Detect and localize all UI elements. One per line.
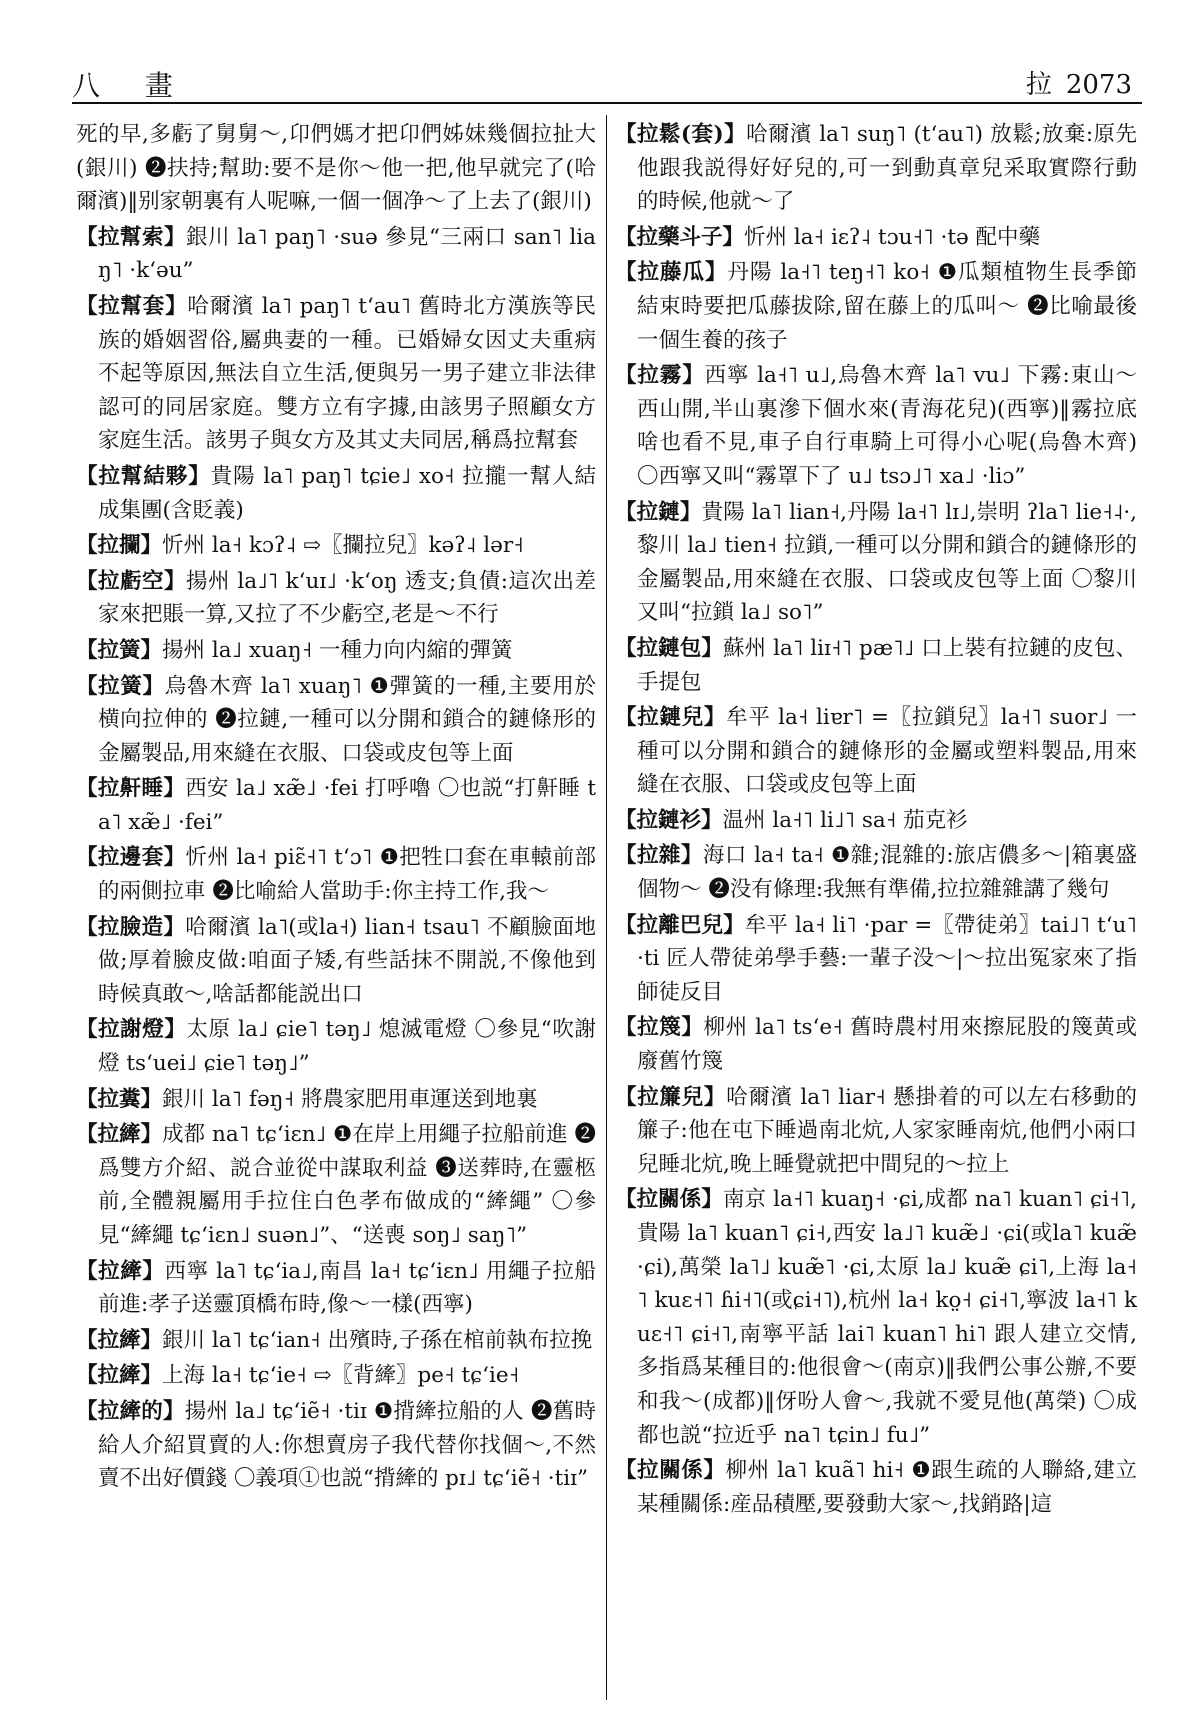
- entry-headword: 【拉鏈兒】: [615, 705, 727, 731]
- entry-definition: 西安 la˩ xæ̃˩ ·fei 打呼嚕 〇也説“打鼾睡 ta˥ xæ̃˩ ·fei”: [98, 776, 596, 835]
- entry-definition: 揚州 la˩ tɕʻiẽ˧ ·tiɪ ❶揹縴拉船的人 ❷舊時給人介紹買賣的人:你想賣房子我代替你找個～,不然賣不出好價錢 〇義項①也説“揹縴的 pɪ˩ tɕʻiẽ˧ ·tiɪ”: [98, 1398, 596, 1492]
- entry-definition: 哈爾濱 la˥(或la˧) lian˧ tsau˥ 不顧臉面地做;厚着臉皮做:咱面子矮,有些話抹不開説,不像他到時候真敢～,啥話都能説出口: [98, 914, 596, 1007]
- left-column: [76, 118, 596, 1498]
- entry-definition: 温州 la˧˥ li˩˥ sa˧ 茄克衫: [722, 807, 968, 833]
- entry-headword: 【拉鏈】: [615, 499, 702, 525]
- dictionary-entry: [615, 804, 1137, 838]
- dictionary-entry: [615, 1454, 1137, 1521]
- dictionary-entry: [615, 909, 1137, 1010]
- entry-definition: 揚州 la˩˥ kʻuɪ˩ ·kʻoŋ 透支;負債:這次出差家來把賬一算,又拉了不少虧空,老是～不行: [98, 568, 596, 628]
- dictionary-entry: [76, 529, 596, 563]
- entry-definition: 牟平 la˧ liɐr˥ =〖拉鎖兒〗la˧˥ suor˩ 一種可以分開和鎖合的鏈條形的金屬或塑料製品,用來縫在衣服、口袋或皮包等上面: [637, 705, 1137, 798]
- dictionary-entry: [615, 632, 1137, 699]
- entry-headword: 【拉霧】: [615, 363, 705, 389]
- entry-definition: 烏魯木齊 la˥ xuaŋ˥ ❶彈簧的一種,主要用於横向拉伸的 ❷拉鏈,一種可以分開和鎖合的鏈條形的金屬製品,用來縫在衣服、口袋或皮包等上面: [98, 673, 596, 766]
- entry-headword: 【拉虧空】: [76, 568, 187, 594]
- header-rule: [72, 102, 1142, 104]
- dictionary-entry: [76, 290, 596, 458]
- running-headword: 拉: [1025, 70, 1052, 100]
- entry-definition: 哈爾濱 la˥ suŋ˥ (tʻau˥) 放鬆;放棄:原先他跟我説得好好兒的,可一到動真章兒采取實際行動的時候,他就～了: [637, 122, 1137, 215]
- entry-definition: 死的早,多虧了舅舅～,卬們媽才把卬們姊妹幾個拉扯大(銀川) ❷扶持;幫助:要不是你～他一把,他早就完了(哈爾濱)‖别家朝裏有人呢嘛,一個一個净～了上去了(銀川): [76, 122, 596, 215]
- entry-definition: 忻州 la˧ kɔʔ˨ ⇨〖攔拉兒〗kəʔ˨ lər˧: [162, 533, 524, 559]
- entry-definition: 太原 la˩ ɕie˥ təŋ˩ 熄滅電燈 〇參見“吹謝燈 tsʻuei˩ ɕie˥ təŋ˩”: [98, 1017, 596, 1077]
- dictionary-entry: [615, 221, 1137, 255]
- dictionary-entry: [615, 1081, 1137, 1182]
- dictionary-entry: [76, 1395, 596, 1496]
- dictionary-entry: [76, 565, 596, 632]
- entry-definition: 柳州 la˥ tsʻe˧ 舊時農村用來擦屁股的篾黄或廢舊竹篾: [637, 1015, 1137, 1075]
- entry-headword: 【拉簧】: [76, 637, 163, 663]
- entry-headword: 【拉簾兒】: [615, 1084, 727, 1110]
- dictionary-entry: [76, 1083, 596, 1117]
- entry-definition: 忻州 la˧ piɛ̃˧˥ tʻɔ˥ ❶把牲口套在車轅前部的兩側拉車 ❷比喻給人當助手:你主持工作,我～: [98, 845, 596, 905]
- entry-headword: 【拉簧】: [76, 673, 165, 699]
- dictionary-entry: [76, 1255, 596, 1322]
- entry-definition: 牟平 la˧ li˥ ·par =〖帶徒弟〗tai˩˥ tʻu˥ ·ti 匠人帶徒弟學手藝:一輩子没～|～拉出冤家來了指師徒反目: [637, 912, 1137, 1005]
- entry-headword: 【拉鏈衫】: [615, 807, 723, 833]
- entry-headword: 【拉臉造】: [76, 914, 186, 940]
- dictionary-entry: [615, 359, 1137, 493]
- dictionary-entry: [76, 1324, 596, 1358]
- dictionary-entry: [76, 841, 596, 908]
- entry-headword: 【拉幫結夥】: [76, 463, 211, 489]
- dictionary-entry: [76, 1013, 596, 1080]
- entry-definition: 西寧 la˥ tɕʻia˩,南昌 la˧ tɕʻiɛn˩ 用繩子拉船前進:孝子送靈頂橋布時,像～一樣(西寧): [98, 1258, 596, 1318]
- entry-definition: 哈爾濱 la˥ liar˧ 懸掛着的可以左右移動的簾子:他在屯下睡過南北炕,人家家睡南炕,他們小兩口兒睡北炕,晚上睡覺就把中間兒的～拉上: [637, 1084, 1137, 1177]
- dictionary-entry: [76, 911, 596, 1012]
- page-number: 2073: [1065, 70, 1132, 100]
- entry-headword: 【拉攔】: [76, 533, 163, 559]
- entry-definition: 南京 la˧˥ kuaŋ˧ ·ɕi,成都 na˥ kuan˥ ɕi˧˥,貴陽 la˥ kuan˥ ɕi˧,西安 la˩˥ kuæ̃˩ ·ɕi(或la˥ kuæ̃ ·ɕi),萬榮 la˥˩ kuæ̃˥ ·ɕi,太原 la˩ kuæ̃ ɕi˥,上海 la˧˥ kuɛ˧˥ ɦi˧˥(或ɕi˧˥),杭州 la˧ ko̤˧ ɕi˧˥,寧波 la˧˥ kuɛ˧˥ ɕi˧˥,南寧平話 lai˥ kuan˥ hi˥ 跟人建立交情,多指爲某種目的:他很會～(南京)‖我們公事公辦,不要和我～(成都)‖伢吩人會～,我就不愛見他(萬榮) 〇成都也説“拉近乎 na˥ tɕin˩ fu˩”: [637, 1187, 1137, 1448]
- entry-headword: 【拉鼾睡】: [76, 776, 186, 802]
- page-header: [72, 60, 1132, 104]
- entry-definition: 西寧 la˧˥ u˩,烏魯木齊 la˥ vu˩ 下霧:東山～西山開,半山裏滲下個水來(青海花兒)(西寧)‖霧拉底啥也看不見,車子自行車騎上可得小心呢(烏魯木齊) 〇西寧又叫“霧罩下了 u˩ tsɔ˩˥ xa˩ ·liɔ”: [637, 363, 1137, 489]
- dictionary-entry: [615, 701, 1137, 802]
- entry-headword: 【拉糞】: [76, 1086, 163, 1112]
- dictionary-entry: [615, 496, 1137, 630]
- entry-definition: 銀川 la˥ tɕʻian˧ 出殯時,子孫在棺前執布拉挽: [162, 1327, 593, 1353]
- running-head: [1026, 64, 1132, 101]
- entry-definition: 銀川 la˥ fəŋ˧ 將農家肥用車運送到地裏: [162, 1086, 538, 1112]
- entry-definition: 揚州 la˩ xuaŋ˧ 一種力向内縮的彈簧: [162, 637, 513, 663]
- continued-paragraph: [76, 118, 596, 219]
- entry-headword: 【拉縴】: [76, 1122, 163, 1148]
- dictionary-entry: [76, 221, 596, 288]
- dictionary-entry: [615, 1011, 1137, 1078]
- dictionary-entry: [76, 460, 596, 527]
- entry-definition: 海口 la˧ ta˧ ❶雜;混雜的:旅店儂多～|箱裏盛個物～ ❷没有條理:我無有準備,拉拉雜雜講了幾句: [637, 843, 1137, 903]
- entry-definition: 貴陽 la˥ paŋ˥ tɕie˩ xo˧ 拉攏一幫人結成集團(含貶義): [98, 463, 596, 523]
- entry-headword: 【拉鬆(套)】: [615, 122, 747, 147]
- dictionary-entry: [615, 256, 1137, 357]
- dictionary-entry: [76, 634, 596, 668]
- entry-headword: 【拉雜】: [615, 843, 703, 869]
- entry-definition: 上海 la˧ tɕʻie˧ ⇨〖背縴〗pe˧ tɕʻie˧: [162, 1363, 520, 1389]
- entry-headword: 【拉藤瓜】: [615, 260, 728, 286]
- entry-headword: 【拉縴的】: [76, 1398, 185, 1424]
- entry-definition: 貴陽 la˥ lian˧,丹陽 la˧˥ lɪ˩,崇明 ʔla˥ lie˧˨·,黎川 la˩ tien˧ 拉鎖,一種可以分開和鎖合的鏈條形的金屬製品,用來縫在衣服、口袋或皮包等上面 〇黎川又叫“拉鎖 la˩ so˥”: [637, 499, 1137, 626]
- entry-headword: 【拉關係】: [615, 1458, 726, 1484]
- entry-definition: 銀川 la˥ paŋ˥ ·suə 參見“三兩口 san˥ liaŋ˥ ·kʻəu”: [98, 224, 596, 284]
- entry-headword: 【拉邊套】: [76, 845, 186, 871]
- entry-definition: 丹陽 la˧˥ teŋ˧˥ ko˧ ❶瓜類植物生長季節結束時要把瓜藤拔除,留在藤上的瓜叫～ ❷比喻最後一個生養的孩子: [637, 260, 1137, 353]
- entry-headword: 【拉藥斗子】: [615, 224, 745, 250]
- entry-definition: 哈爾濱 la˥ paŋ˥ tʻau˥ 舊時北方漢族等民族的婚姻習俗,屬典妻的一種。已婚婦女因丈夫重病不起等原因,無法自立生活,便與另一男子建立非法律認可的同居家庭。雙方立有字據,由該男子照顧女方家庭生活。該男子與女方及其丈夫同居,稱爲拉幫套: [98, 293, 596, 454]
- entry-definition: 忻州 la˧ iɛʔ˨ tɔu˧˥ ·tə 配中藥: [744, 224, 1041, 250]
- entry-headword: 【拉幫索】: [76, 224, 186, 250]
- dictionary-entry: [76, 670, 596, 771]
- dictionary-entry: [615, 118, 1137, 219]
- entry-headword: 【拉關係】: [615, 1187, 723, 1213]
- entry-headword: 【拉幫套】: [76, 293, 188, 319]
- dictionary-entry: [76, 1118, 596, 1252]
- dictionary-entry: [76, 1359, 596, 1393]
- column-divider: [606, 115, 607, 1700]
- right-column: [615, 118, 1137, 1523]
- entry-headword: 【拉篾】: [615, 1015, 704, 1041]
- entry-headword: 【拉縴】: [76, 1258, 165, 1284]
- entry-definition: 成都 na˥ tɕʻiɛn˩ ❶在岸上用繩子拉船前進 ❷爲雙方介紹、説合並從中謀取利益 ❸送葬時,在靈柩前,全體親屬用手拉住白色孝布做成的“縴繩” 〇參見“縴繩 tɕʻiɛn˩ suən˩”、“送喪 soŋ˩ saŋ˥”: [98, 1122, 596, 1248]
- entry-definition: 柳州 la˥ kuã˥ hi˧ ❶跟生疏的人聯絡,建立某種關係:産品積壓,要發動大家～,找銷路|這: [637, 1458, 1137, 1517]
- dictionary-entry: [76, 772, 596, 839]
- entry-headword: 【拉鏈包】: [615, 635, 723, 661]
- entry-headword: 【拉謝燈】: [76, 1017, 187, 1043]
- entry-headword: 【拉縴】: [76, 1363, 163, 1389]
- section-label: 八 畫: [72, 69, 191, 102]
- dictionary-entry: [615, 839, 1137, 906]
- entry-headword: 【拉離巴兒】: [615, 912, 745, 938]
- dictionary-entry: [615, 1183, 1137, 1452]
- entry-headword: 【拉縴】: [76, 1327, 163, 1353]
- entry-definition: 蘇州 la˥ liɪ˧˥ pæ˥˩ 口上裝有拉鏈的皮包、手提包: [637, 635, 1137, 695]
